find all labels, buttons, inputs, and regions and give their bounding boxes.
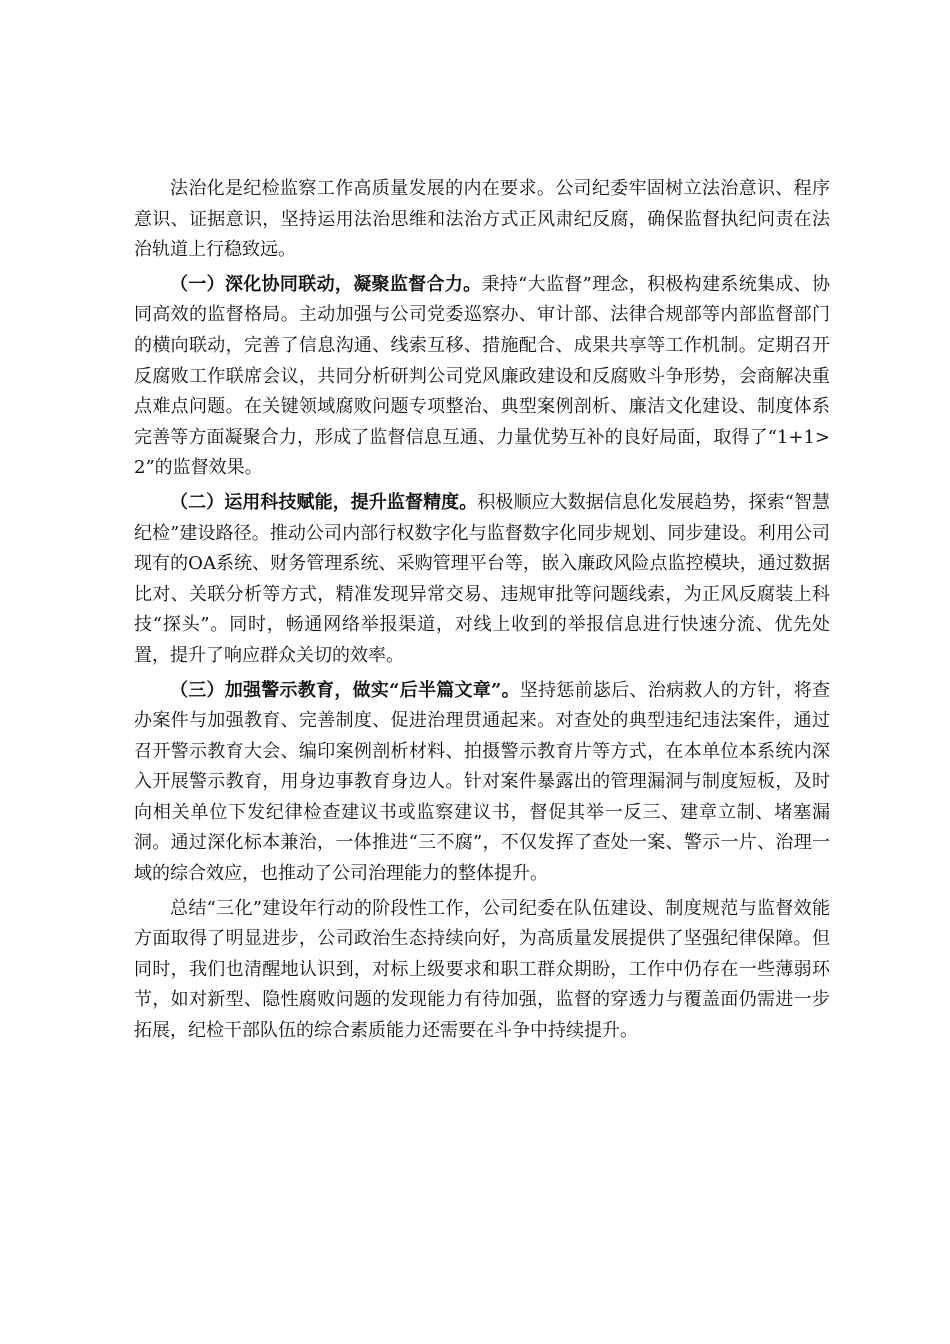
paragraph-summary xyxy=(134,894,830,1047)
section-heading: （三）加强警示教育，做实“后半篇文章”。 xyxy=(170,679,520,701)
paragraph-text: 法治化是纪检监察工作高质量发展的内在要求。公司纪委牢固树立法治意识、程序意识、证据意识，坚持运用法治思维和法治方式正风肃纪反腐，确保监督执纪问责在法治轨道上行稳致远。 xyxy=(134,178,830,261)
paragraph-intro xyxy=(134,174,830,266)
paragraph-text: 总结“三化”建设年行动的阶段性工作，公司纪委在队伍建设、制度规范与监督效能方面取得了明显进步，公司政治生态持续向好，为高质量发展提供了坚强纪律保障。但同时，我们也清醒地认识到，对标上级要求和职工群众期盼，工作中仍存在一些薄弱环节，如对新型、隐性腐败问题的发现能力有待加强，监督的穿透力与覆盖面仍需进一步拓展，纪检干部队伍的综合素质能力还需要在斗争中持续提升。 xyxy=(134,897,830,1042)
document-body xyxy=(134,174,830,1051)
paragraph-text: 秉持“大监督”理念，积极构建系统集成、协同高效的监督格局。主动加强与公司党委巡察办、审计部、法律合规部等内部监督部门的横向联动，完善了信息沟通、线索互移、措施配合、成果共享等工作机制。定期召开反腐败工作联席会议，共同分析研判公司党风廉政建设和反腐败斗争形势，会商解决重点难点问题。在关键领域腐败问题专项整治、典型案例剖析、廉洁文化建设、制度体系完善等方面凝聚合力，形成了监督信息互通、力量优势互补的良好局面，取得了“1+1>2”的监督效果。 xyxy=(134,273,831,479)
paragraph-text: 积极顺应大数据信息化发展趋势，探索“智慧纪检”建设路径。推动公司内部行权数字化与监督数字化同步规划、同步建设。利用公司现有的OA系统、财务管理系统、采购管理平台等，嵌入廉政风险点监控模块，通过数据比对、关联分析等方式，精准发现异常交易、违规审批等问题线索，为正风反腐装上科技“探头”。同时，畅通网络举报渠道，对线上收到的举报信息进行快速分流、优先处置，提升了响应群众关切的效率。 xyxy=(134,491,831,666)
paragraph-section-2 xyxy=(134,488,830,672)
paragraph-section-3 xyxy=(134,676,830,890)
section-heading: （一）深化协同联动，凝聚监督合力。 xyxy=(170,273,482,295)
section-heading: （二）运用科技赋能，提升监督精度。 xyxy=(170,491,478,513)
paragraph-section-1 xyxy=(134,270,830,484)
paragraph-text: 坚持惩前毖后、治病救人的方针，将查办案件与加强教育、完善制度、促进治理贯通起来。对查处的典型违纪违法案件，通过召开警示教育大会、编印案例剖析材料、拍摄警示教育片等方式，在本单位本系统内深入开展警示教育，用身边事教育身边人。针对案件暴露出的管理漏洞与制度短板，及时向相关单位下发纪律检查建议书或监察建议书，督促其举一反三、建章立制、堵塞漏洞。通过深化标本兼治，一体推进“三不腐”，不仅发挥了查处一案、警示一片、治理一域的综合效应，也推动了公司治理能力的整体提升。 xyxy=(134,679,830,885)
